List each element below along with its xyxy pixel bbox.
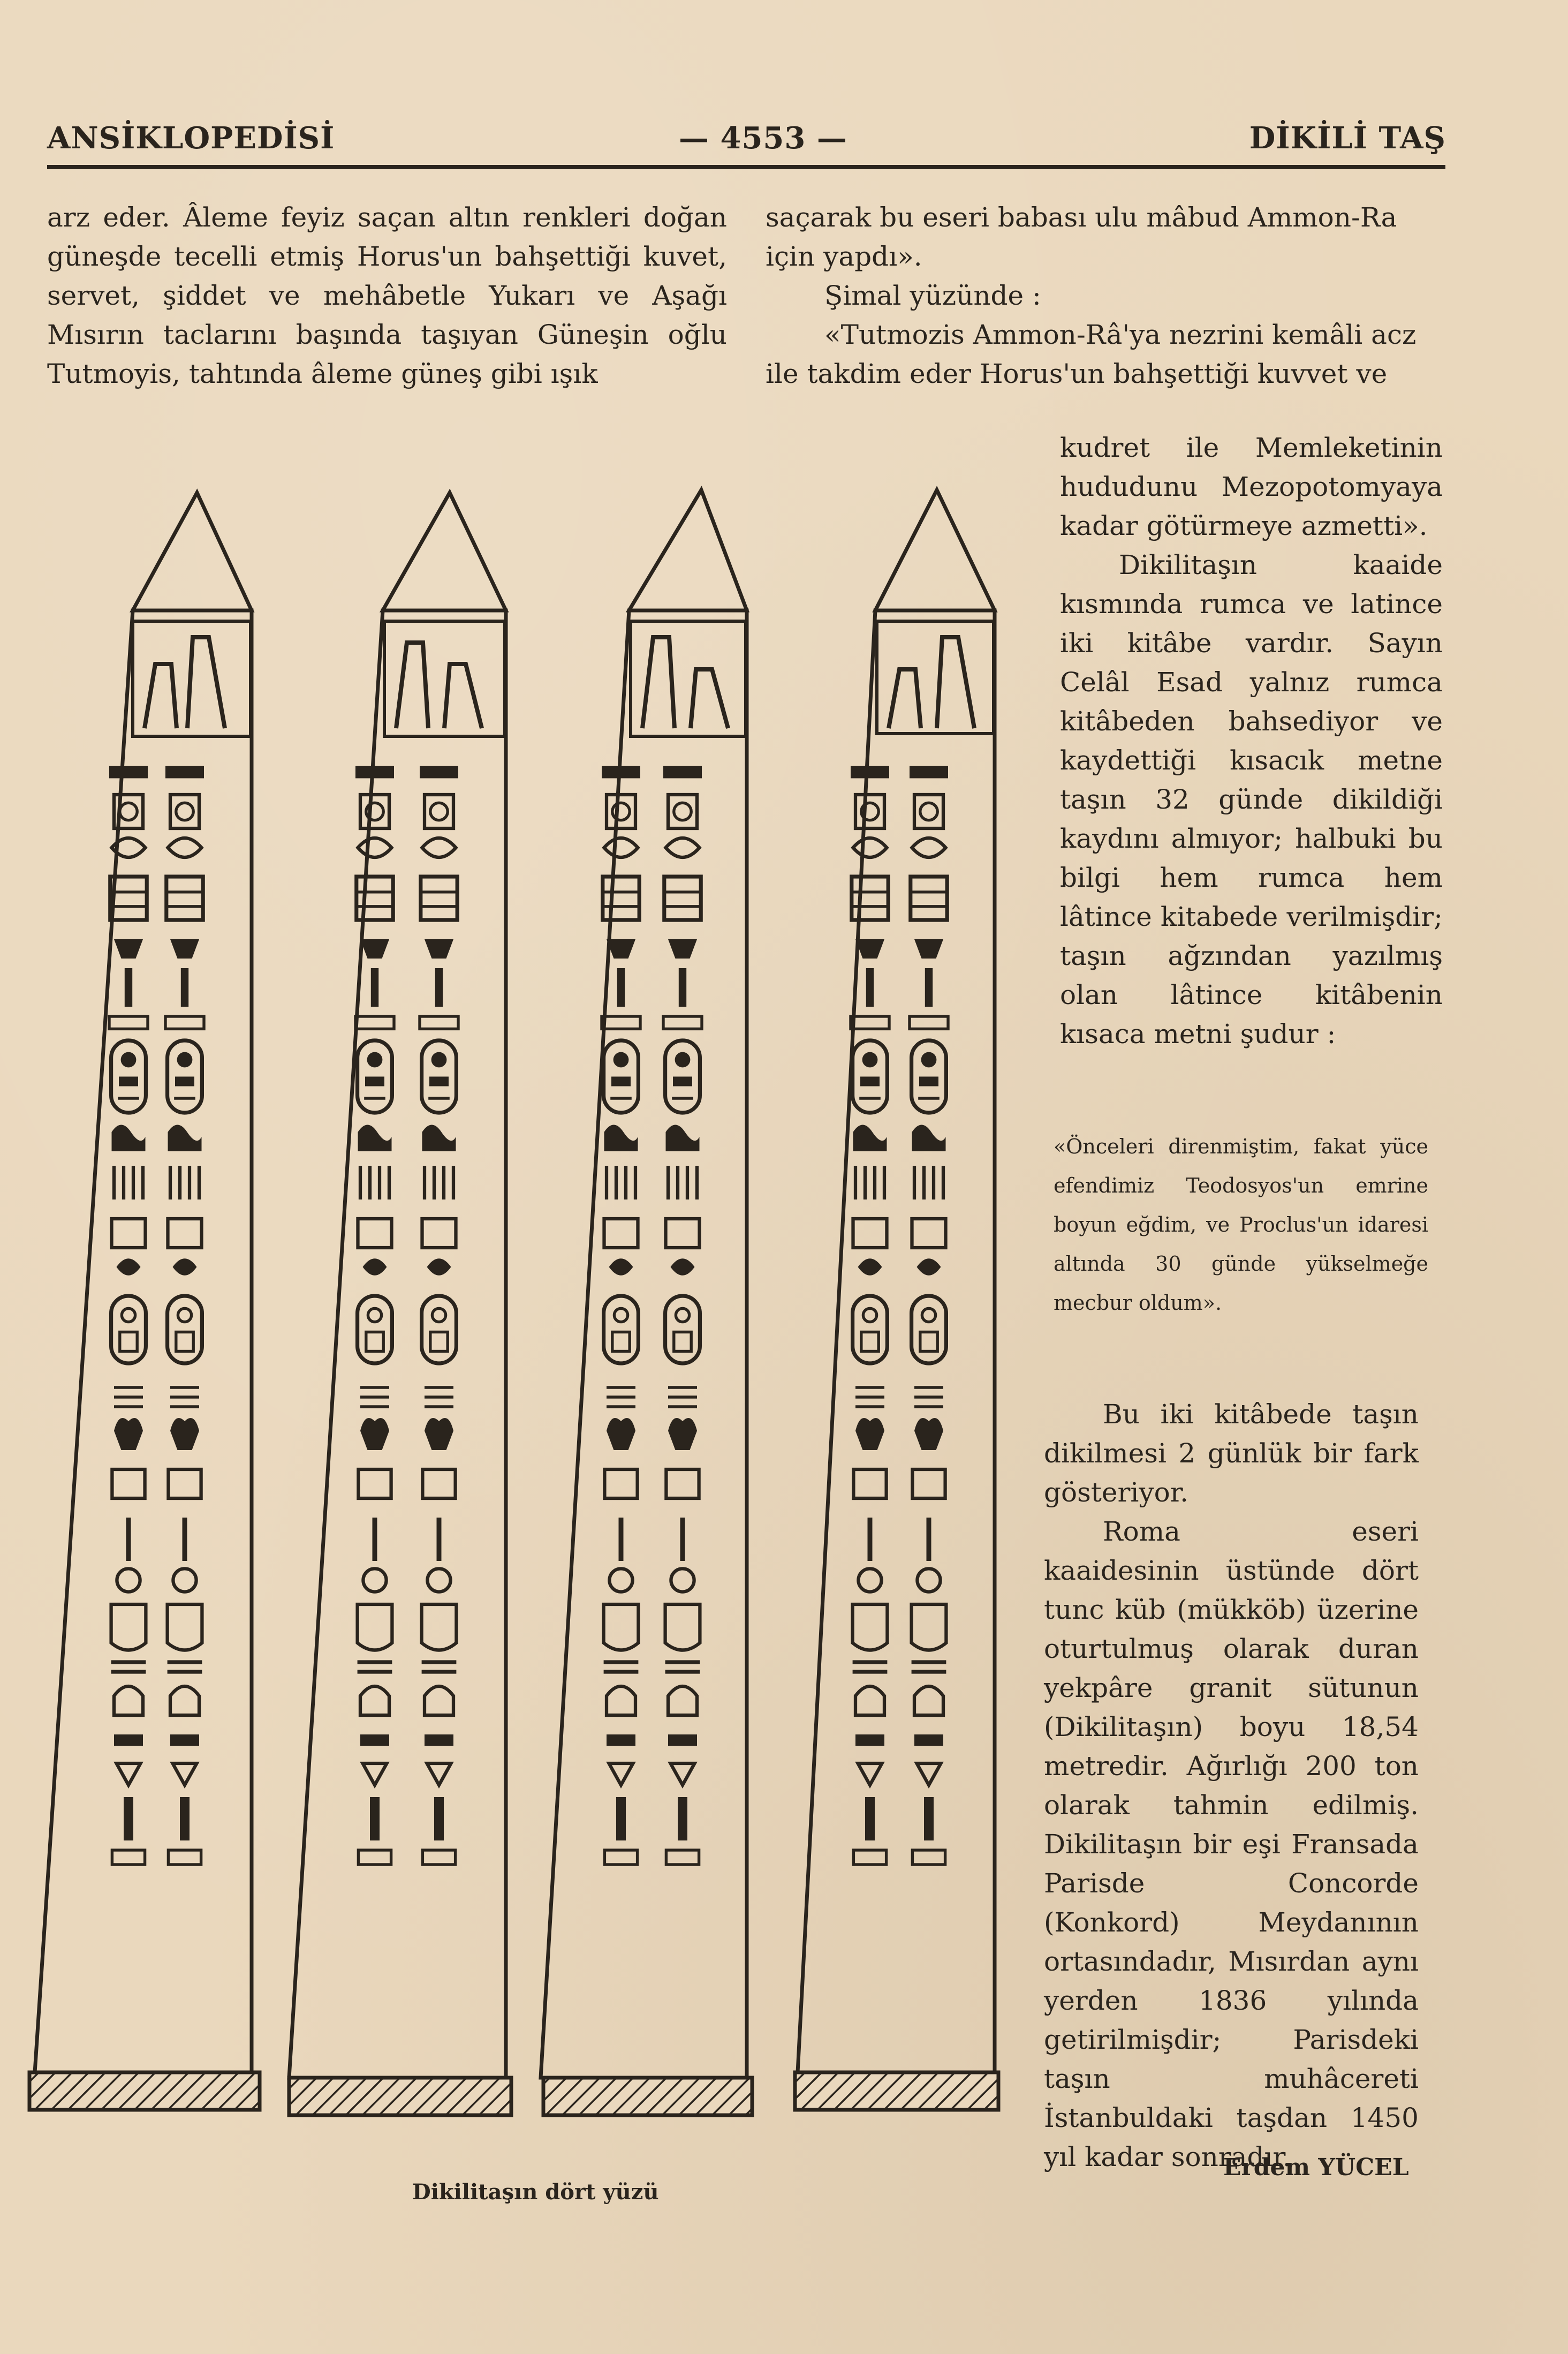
latin-inscription-quote: «Önceleri direnmiştim, fakat yüce efendimiz Teodosyos'un emrine boyun eğdim, ve Proclus'un idaresi altında 30 günde yükselmeğe mecbur oldum». bbox=[1054, 1135, 1428, 1315]
obelisk-face-2 bbox=[289, 493, 511, 2115]
header-section-title: DİKİLİ TAŞ bbox=[1249, 120, 1446, 156]
right-column-top bbox=[766, 198, 1443, 394]
paragraph: kudret ile Memleketinin hududunu Mezopotomyaya kadar götürmeye azmetti». bbox=[1060, 432, 1443, 541]
paragraph: Bu iki kitâbede taşın dikilmesi 2 günlük bir fark gösteriyor. bbox=[1044, 1399, 1419, 1508]
figure-caption: Dikilitaşın dört yüzü bbox=[412, 2179, 659, 2205]
paragraph: Dikilitaşın kaaide kısmında rumca ve latince iki kitâbe vardır. Sayın Celâl Esad yalnız rumca kitâbeden bahsediyor ve kaydettiği kısacık metne taşın 32 günde dikildiği kaydını almıyor; halbuki bu bilgi hem rumca hem lâtince kitabede verilmişdir; taşın ağzından yazılmış olan lâtince kitâbenin kısaca metni şudur : bbox=[1060, 549, 1443, 1050]
right-column-lower bbox=[1044, 1395, 1419, 2177]
header-encyclopedia-title: ANSİKLOPEDİSİ bbox=[47, 120, 335, 156]
paragraph: saçarak bu eseri babası ulu mâbud Ammon-Ra için yapdı». bbox=[766, 202, 1397, 272]
obelisk-face-3 bbox=[541, 490, 752, 2115]
obelisk-face-1 bbox=[15, 493, 260, 2110]
page-number: — 4553 — bbox=[679, 120, 847, 156]
paragraph-heading: Şimal yüzünde : bbox=[824, 280, 1041, 311]
paragraph: Roma eseri kaaidesinin üstünde dört tunc küb (mükköb) üzerine oturtulmuş olarak duran yekpâre granit sütunun (Dikilitaşın) boyu 18,54 metredir. Ağırlığı 200 ton olarak tahmin edilmiş. Dikilitaşın bir eşi Fransada Parisde Concorde (Konkord) Meydanının ortasındadır, Mısırdan aynı yerden 1836 yılında getirilmişdir; Parisdeki taşın muhâcereti İstanbuldaki taşdan 1450 yıl kadar sonradır. bbox=[1044, 1516, 1419, 2172]
obelisk-illustration bbox=[0, 461, 1049, 2147]
right-column-narrow bbox=[1060, 428, 1443, 1054]
left-column-text: arz eder. Âleme feyiz saçan altın renkleri doğan güneşde tecelli etmiş Horus'un bahşettiği kuvet, servet, şiddet ve mehâbetle Yukarı ve Aşağı Mısırın taclarını başında taşıyan Güneşin oğlu Tutmoyis, tahtında âleme güneş gibi ışık bbox=[47, 202, 727, 389]
paragraph: «Tutmozis Ammon-Râ'ya nezrini kemâli acz ile takdim eder Horus'un bahşettiği kuvvet ve bbox=[766, 319, 1416, 389]
header-rule bbox=[47, 165, 1445, 169]
page-header bbox=[47, 120, 1446, 169]
obelisk-face-4 bbox=[795, 490, 998, 2110]
author-signature: Erdem YÜCEL bbox=[1223, 2154, 1409, 2181]
